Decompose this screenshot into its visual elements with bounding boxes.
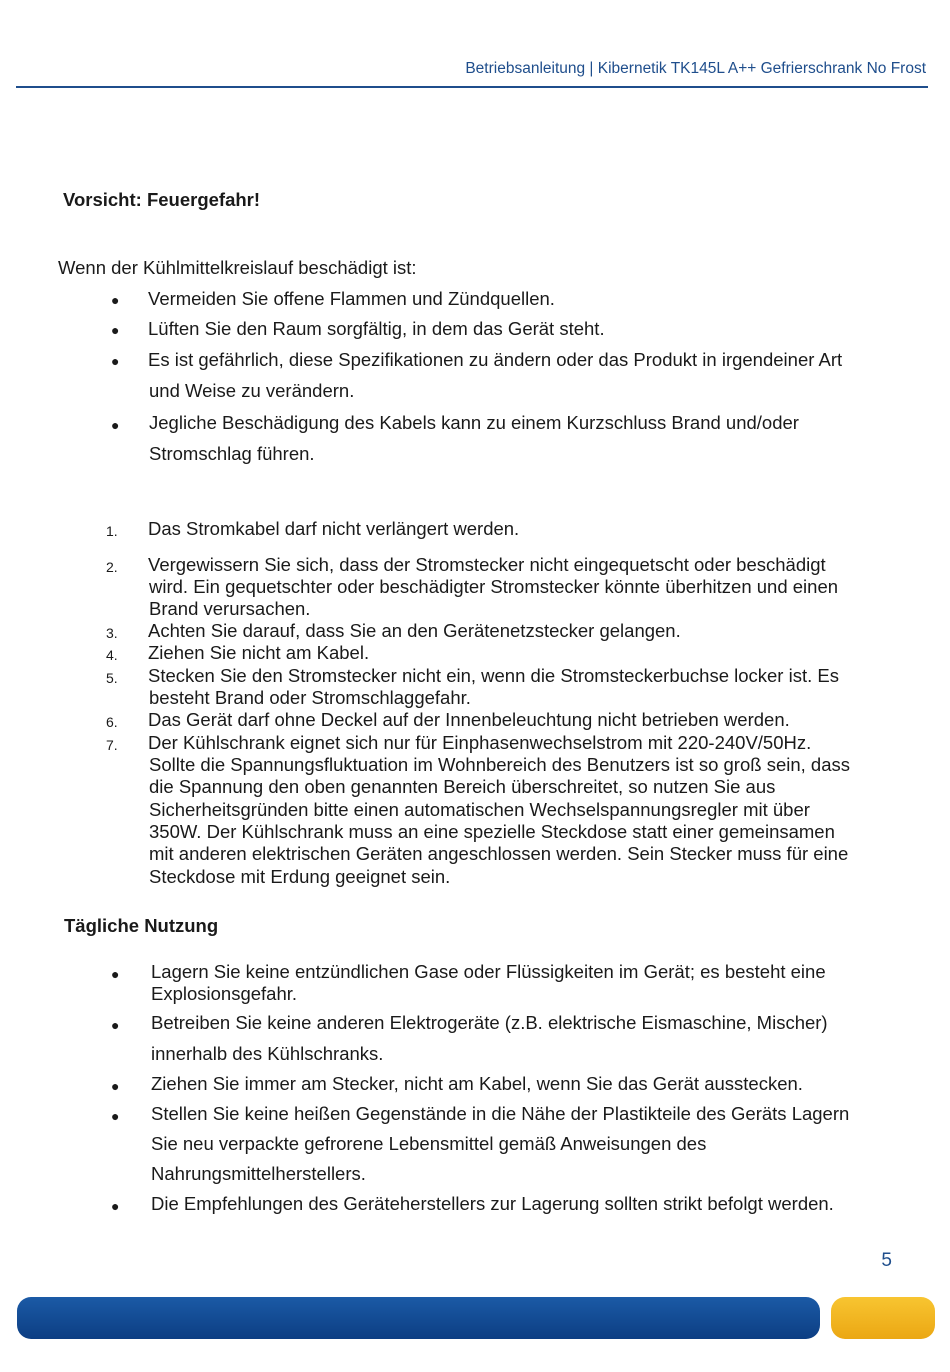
list-item-text: Achten Sie darauf, dass Sie an den Gerätenetzstecker gelangen.	[148, 620, 681, 641]
list-item-text: die Spannung den oben genannten Bereich überschreitet, so nutzen Sie aus	[149, 776, 776, 797]
warning-heading: Vorsicht: Feuergefahr!	[63, 189, 261, 210]
list-item-text: Vermeiden Sie offene Flammen und Zündquellen.	[148, 288, 555, 309]
bullet-icon: ●	[111, 1108, 120, 1124]
list-item-text: mit anderen elektrischen Geräten angeschlossen werden. Sein Stecker muss für eine	[149, 843, 849, 864]
list-item-text: und Weise zu verändern.	[149, 380, 355, 401]
footer-bar-blue	[17, 1297, 820, 1339]
list-item-text: Lagern Sie keine entzündlichen Gase oder Flüssigkeiten im Gerät; es besteht eine	[151, 961, 826, 982]
bullet-icon: ●	[111, 1078, 120, 1094]
list-item-text: Betreiben Sie keine anderen Elektrogeräte (z.B. elektrische Eismaschine, Mischer)	[151, 1012, 828, 1033]
list-item-text: Sicherheitsgründen bitte einen automatischen Wechselspannungsregler mit über	[149, 799, 810, 820]
header-divider	[16, 86, 928, 88]
list-item-text: Ziehen Sie immer am Stecker, nicht am Kabel, wenn Sie das Gerät ausstecken.	[151, 1073, 803, 1094]
list-item-text: Stecken Sie den Stromstecker nicht ein, wenn die Stromsteckerbuchse locker ist. Es	[148, 665, 839, 686]
page-number: 5	[881, 1250, 892, 1271]
list-number: 4.	[106, 647, 118, 663]
bullet-icon: ●	[111, 353, 120, 369]
list-item-text: Brand verursachen.	[149, 598, 311, 619]
bullet-icon: ●	[111, 1198, 120, 1214]
list-number: 1.	[106, 523, 118, 539]
list-item-text: Jegliche Beschädigung des Kabels kann zu einem Kurzschluss Brand und/oder	[149, 412, 799, 433]
list-item-text: Die Empfehlungen des Geräteherstellers zur Lagerung sollten strikt befolgt werden.	[151, 1193, 834, 1214]
bullet-icon: ●	[111, 292, 120, 308]
list-item-text: Stellen Sie keine heißen Gegenstände in die Nähe der Plastikteile des Geräts Lagern	[151, 1103, 850, 1124]
list-item-text: wird. Ein gequetschter oder beschädigter Stromstecker könnte überhitzen und einen	[149, 576, 839, 597]
list-item-text: Der Kühlschrank eignet sich nur für Einphasenwechselstrom mit 220-240V/50Hz.	[148, 732, 812, 753]
list-number: 2.	[106, 559, 118, 575]
list-item-text: Es ist gefährlich, diese Spezifikationen zu ändern oder das Produkt in irgendeiner Art	[148, 349, 843, 370]
list-item-text: Ziehen Sie nicht am Kabel.	[148, 642, 370, 663]
list-item-text: Das Gerät darf ohne Deckel auf der Innenbeleuchtung nicht betrieben werden.	[148, 709, 790, 730]
header-title: Betriebsanleitung | Kibernetik TK145L A++ Gefrierschrank No Frost	[465, 60, 926, 77]
warning-intro: Wenn der Kühlmittelkreislauf beschädigt ist:	[58, 257, 417, 278]
bullet-icon: ●	[111, 322, 120, 338]
bullet-icon: ●	[111, 1017, 120, 1033]
list-number: 3.	[106, 625, 118, 641]
list-item-text: besteht Brand oder Stromschlaggefahr.	[149, 687, 471, 708]
list-item-text: 350W. Der Kühlschrank muss an eine spezielle Steckdose statt einer gemeinsamen	[149, 821, 835, 842]
bullet-icon: ●	[111, 417, 120, 433]
daily-use-heading: Tägliche Nutzung	[64, 915, 219, 936]
list-number: 5.	[106, 670, 118, 686]
list-item-text: Sollte die Spannungsfluktuation im Wohnbereich des Benutzers ist so groß sein, dass	[149, 754, 850, 775]
list-item-text: Steckdose mit Erdung geeignet sein.	[149, 866, 451, 887]
list-number: 7.	[106, 737, 118, 753]
list-item-text: Sie neu verpackte gefrorene Lebensmittel gemäß Anweisungen des	[151, 1133, 707, 1154]
bullet-icon: ●	[111, 966, 120, 982]
footer-bar-yellow	[831, 1297, 935, 1339]
list-item-text: Lüften Sie den Raum sorgfältig, in dem das Gerät steht.	[148, 318, 605, 339]
list-item-text: Stromschlag führen.	[149, 443, 315, 464]
list-item-text: Explosionsgefahr.	[151, 983, 298, 1004]
list-item-text: Vergewissern Sie sich, dass der Stromstecker nicht eingequetscht oder beschädigt	[148, 554, 826, 575]
list-item-text: Das Stromkabel darf nicht verlängert werden.	[148, 518, 520, 539]
list-item-text: Nahrungsmittelherstellers.	[151, 1163, 366, 1184]
list-number: 6.	[106, 714, 118, 730]
list-item-text: innerhalb des Kühlschranks.	[151, 1043, 384, 1064]
